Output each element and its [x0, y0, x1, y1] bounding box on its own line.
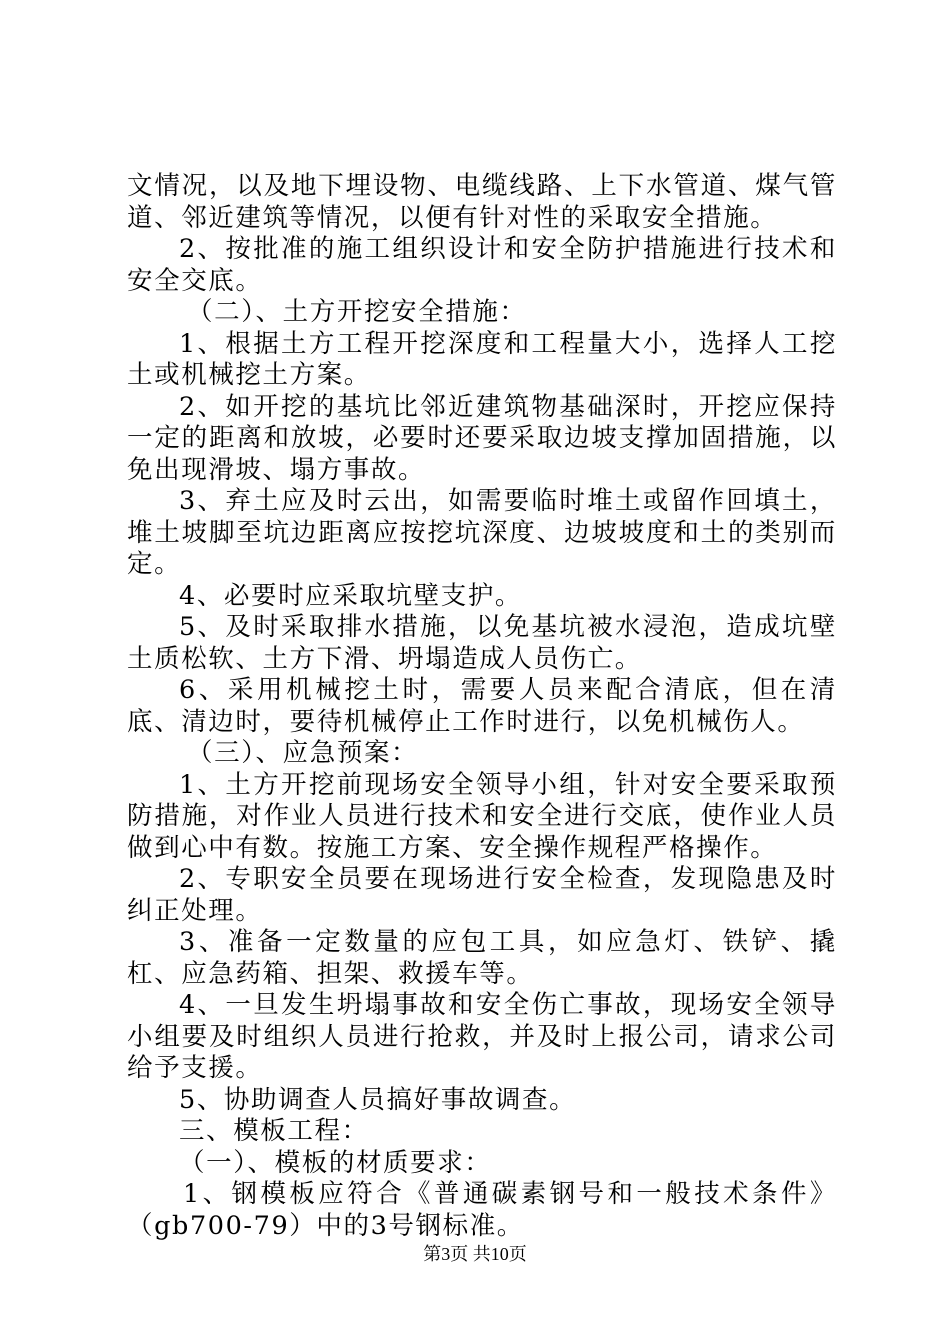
paragraph-technical-briefing: 2、按批准的施工组织设计和安全防护措施进行技术和安全交底。: [127, 234, 837, 296]
paragraph-excavation-item-4: 4、必要时应采取坑壁支护。: [179, 580, 523, 611]
section-heading-formwork-material: （一）、模板的材质要求：: [179, 1147, 492, 1178]
page-number-footer: 第3页 共10页: [423, 1244, 527, 1264]
section-heading-emergency-plan: （三）、应急预案：: [187, 738, 419, 768]
paragraph-site-survey: 文情况，以及地下埋设物、电缆线路、上下水管道、煤气管道、邻近建筑等情况，以便有针对性的采取安全措施。: [127, 171, 837, 233]
section-heading-excavation-safety: （二）、土方开挖安全措施：: [187, 297, 527, 327]
section-heading-formwork: 三、模板工程：: [179, 1116, 369, 1146]
paragraph-emergency-item-1: 1、土方开挖前现场安全领导小组，针对安全要采取预防措施，对作业人员进行技术和安全进行交底，使作业人员做到心中有数。按施工方案、安全操作规程严格操作。: [127, 769, 837, 863]
paragraph-excavation-item-1: 1、根据土方工程开挖深度和工程量大小，选择人工挖土或机械挖土方案。: [127, 328, 837, 390]
paragraph-excavation-item-6: 6、采用机械挖土时，需要人员来配合清底，但在清底、清边时，要待机械停止工作时进行，以免机械伤人。: [127, 675, 837, 737]
document-body: [127, 171, 837, 1242]
paragraph-excavation-item-3: 3、弃土应及时云出，如需要临时堆土或留作回填土，堆土坡脚至坑边距离应按挖坑深度、边坡坡度和土的类别而定。: [127, 486, 837, 579]
paragraph-emergency-item-4: 4、一旦发生坍塌事故和安全伤亡事故，现场安全领导小组要及时组织人员进行抢救，并及时上报公司，请求公司给予支援。: [127, 990, 837, 1083]
paragraph-emergency-item-2: 2、专职安全员要在现场进行安全检查，发现隐患及时纠正处理。: [127, 864, 837, 926]
paragraph-excavation-item-2: 2、如开挖的基坑比邻近建筑物基础深时，开挖应保持一定的距离和放坡，必要时还要采取边坡支撑加固措施，以免出现滑坡、塌方事故。: [127, 391, 837, 485]
paragraph-emergency-item-5: 5、协助调查人员搞好事故调查。: [179, 1084, 577, 1115]
paragraph-emergency-item-3: 3、准备一定数量的应包工具，如应急灯、铁铲、撬杠、应急药箱、担架、救援车等。: [127, 927, 837, 989]
paragraph-formwork-item-1: 1、钢模板应符合《普通碳素钢号和一般技术条件》（gb700-79）中的3号钢标准。: [127, 1179, 837, 1241]
paragraph-excavation-item-5: 5、及时采取排水措施，以免基坑被水浸泡，造成坑壁土质松软、土方下滑、坍塌造成人员伤亡。: [127, 612, 837, 674]
